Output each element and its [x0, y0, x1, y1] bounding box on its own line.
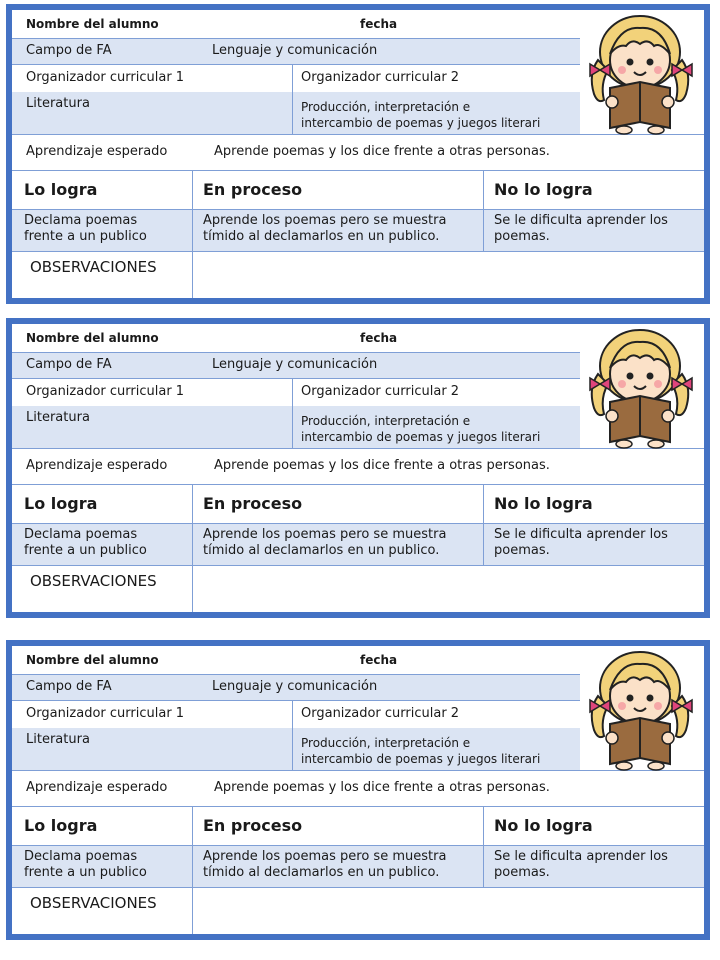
- descriptor-achieved-line1: Declama poemas: [24, 527, 138, 542]
- evaluation-table: [12, 10, 704, 298]
- descriptor-achieved-line2: frente a un publico: [24, 229, 147, 244]
- descriptor-in-process: [193, 523, 483, 565]
- organizer-1-value: Literatura: [12, 406, 292, 448]
- observations-field[interactable]: [193, 252, 704, 298]
- descriptor-achieved-line2: frente a un publico: [24, 543, 147, 558]
- header-in-process: En proceso: [193, 807, 483, 845]
- header-achieved: Lo logra: [12, 485, 192, 523]
- observations-field[interactable]: [193, 566, 704, 612]
- organizer-1-label: Organizador curricular 1: [12, 700, 292, 728]
- evaluation-table: [12, 646, 704, 934]
- evaluation-table: [12, 324, 704, 612]
- observations-label: OBSERVACIONES: [12, 888, 192, 934]
- girl-reading-book-icon: [580, 10, 704, 136]
- header-not-achieved: No lo logra: [484, 807, 704, 845]
- organizer-2-value-line1: Producción, interpretación e: [301, 414, 471, 428]
- descriptor-in-process-line1: Aprende los poemas pero se muestra: [203, 527, 447, 542]
- organizer-2-value: [293, 728, 580, 770]
- expected-learning-label: Aprendizaje esperado: [12, 770, 206, 806]
- organizer-2-value-line2: intercambio de poemas y juegos literari: [301, 430, 541, 444]
- expected-learning-label: Aprendizaje esperado: [12, 134, 206, 170]
- descriptor-not-achieved-line1: Se le dificulta aprender los: [494, 527, 668, 542]
- descriptor-achieved-line1: Declama poemas: [24, 213, 138, 228]
- descriptor-not-achieved-line1: Se le dificulta aprender los: [494, 213, 668, 228]
- header-achieved: Lo logra: [12, 807, 192, 845]
- organizer-1-value: Literatura: [12, 92, 292, 134]
- field-label: Campo de FA: [12, 38, 580, 64]
- descriptor-not-achieved: [484, 209, 704, 251]
- date-label: fecha: [352, 10, 472, 38]
- organizer-2-value: [293, 406, 580, 448]
- expected-learning-value: Aprende poemas y los dice frente a otras personas.: [206, 134, 704, 170]
- descriptor-in-process-line2: tímido al declamarlos en un publico.: [203, 865, 440, 880]
- descriptor-in-process: [193, 845, 483, 887]
- organizer-1-label: Organizador curricular 1: [12, 378, 292, 406]
- field-value: Lenguaje y comunicación: [212, 357, 378, 372]
- header-not-achieved: No lo logra: [484, 485, 704, 523]
- organizer-2-value-line2: intercambio de poemas y juegos literari: [301, 116, 541, 130]
- descriptor-not-achieved-line2: poemas.: [494, 229, 550, 244]
- student-name-label: Nombre del alumno: [12, 10, 252, 38]
- organizer-2-label: Organizador curricular 2: [293, 64, 580, 92]
- descriptor-achieved-line2: frente a un publico: [24, 865, 147, 880]
- descriptor-not-achieved-line2: poemas.: [494, 865, 550, 880]
- descriptor-achieved-line1: Declama poemas: [24, 849, 138, 864]
- field-value: Lenguaje y comunicación: [212, 679, 378, 694]
- descriptor-achieved: [12, 845, 192, 887]
- descriptor-not-achieved: [484, 523, 704, 565]
- descriptor-achieved: [12, 523, 192, 565]
- student-name-label: Nombre del alumno: [12, 646, 252, 674]
- observations-field[interactable]: [193, 888, 704, 934]
- organizer-2-value-line2: intercambio de poemas y juegos literari: [301, 752, 541, 766]
- descriptor-in-process: [193, 209, 483, 251]
- observations-label: OBSERVACIONES: [12, 252, 192, 298]
- student-name-label: Nombre del alumno: [12, 324, 252, 352]
- girl-reading-book-icon: [580, 646, 704, 772]
- descriptor-in-process-line2: tímido al declamarlos en un publico.: [203, 229, 440, 244]
- organizer-2-value-line1: Producción, interpretación e: [301, 736, 471, 750]
- evaluation-card-1: [6, 4, 710, 304]
- field-label: Campo de FA: [12, 352, 580, 378]
- descriptor-in-process-line1: Aprende los poemas pero se muestra: [203, 213, 447, 228]
- evaluation-card-2: [6, 318, 710, 618]
- organizer-1-value: Literatura: [12, 728, 292, 770]
- descriptor-in-process-line1: Aprende los poemas pero se muestra: [203, 849, 447, 864]
- field-value: Lenguaje y comunicación: [212, 43, 378, 58]
- date-label: fecha: [352, 324, 472, 352]
- header-achieved: Lo logra: [12, 171, 192, 209]
- header-in-process: En proceso: [193, 171, 483, 209]
- date-label: fecha: [352, 646, 472, 674]
- organizer-1-label: Organizador curricular 1: [12, 64, 292, 92]
- observations-label: OBSERVACIONES: [12, 566, 192, 612]
- evaluation-card-3: [6, 640, 710, 940]
- girl-reading-book-icon: [580, 324, 704, 450]
- organizer-2-value: [293, 92, 580, 134]
- expected-learning-value: Aprende poemas y los dice frente a otras personas.: [206, 448, 704, 484]
- organizer-2-label: Organizador curricular 2: [293, 700, 580, 728]
- descriptor-not-achieved-line2: poemas.: [494, 543, 550, 558]
- descriptor-not-achieved-line1: Se le dificulta aprender los: [494, 849, 668, 864]
- expected-learning-value: Aprende poemas y los dice frente a otras personas.: [206, 770, 704, 806]
- descriptor-in-process-line2: tímido al declamarlos en un publico.: [203, 543, 440, 558]
- header-not-achieved: No lo logra: [484, 171, 704, 209]
- field-label: Campo de FA: [12, 674, 580, 700]
- organizer-2-value-line1: Producción, interpretación e: [301, 100, 471, 114]
- header-in-process: En proceso: [193, 485, 483, 523]
- descriptor-not-achieved: [484, 845, 704, 887]
- expected-learning-label: Aprendizaje esperado: [12, 448, 206, 484]
- descriptor-achieved: [12, 209, 192, 251]
- organizer-2-label: Organizador curricular 2: [293, 378, 580, 406]
